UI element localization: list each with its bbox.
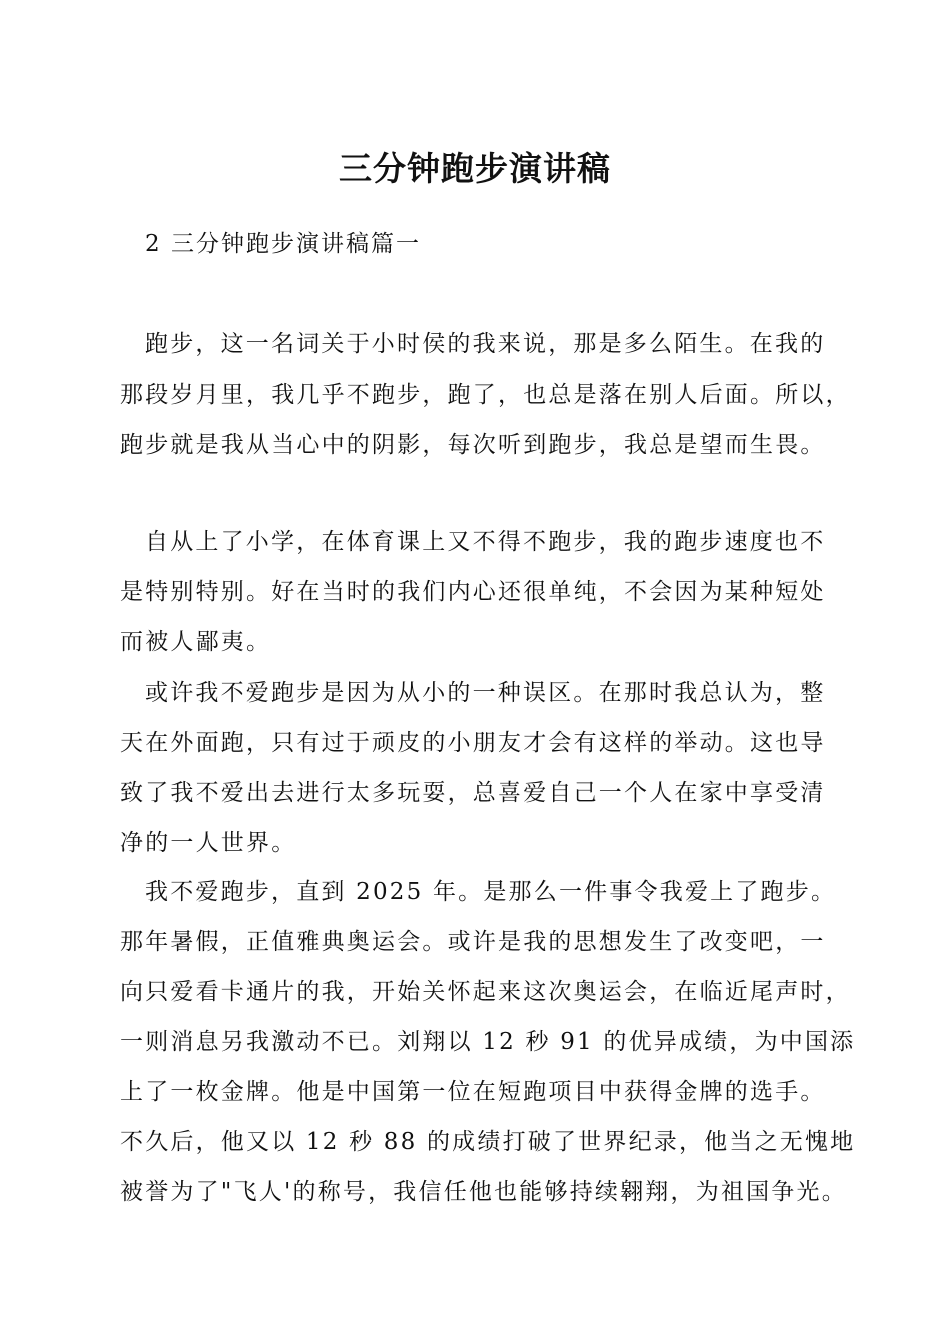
document-subtitle: 2 三分钟跑步演讲稿篇一	[145, 231, 421, 257]
paragraph-line: 被誉为了"飞人'的称号，我信任他也能够持续翱翔，为祖国争光。	[120, 1179, 847, 1205]
paragraph-line: 致了我不爱出去进行太多玩耍，总喜爱自己一个人在家中享受清	[120, 780, 826, 806]
paragraph-line: 那段岁月里，我几乎不跑步，跑了，也总是落在别人后面。所以，	[120, 382, 851, 408]
paragraph-line: 向只爱看卡通片的我，开始关怀起来这次奥运会，在临近尾声时，	[120, 979, 851, 1005]
paragraph-line: 不久后，他又以 12 秒 88 的成绩打破了世界纪录，他当之无愧地	[120, 1129, 856, 1155]
paragraph-line: 我不爱跑步，直到 2025 年。是那么一件事令我爱上了跑步。	[145, 879, 837, 905]
paragraph-line: 那年暑假，正值雅典奥运会。或许是我的思想发生了改变吧，一	[120, 929, 826, 955]
document-title: 三分钟跑步演讲稿	[339, 149, 611, 188]
paragraph-line: 是特别特别。好在当时的我们内心还很单纯，不会因为某种短处	[120, 579, 826, 605]
paragraph-line: 一则消息另我激动不已。刘翔以 12 秒 91 的优异成绩，为中国添	[120, 1029, 856, 1055]
paragraph-line: 上了一枚金牌。他是中国第一位在短跑项目中获得金牌的选手。	[120, 1079, 826, 1105]
paragraph-line: 而被人鄙夷。	[120, 629, 272, 655]
paragraph-line: 净的一人世界。	[120, 830, 297, 856]
paragraph-line: 自从上了小学，在体育课上又不得不跑步，我的跑步速度也不	[145, 529, 826, 555]
paragraph-line: 跑步就是我从当心中的阴影，每次听到跑步，我总是望而生畏。	[120, 432, 826, 458]
paragraph-line: 跑步，这一名词关于小时侯的我来说，那是多么陌生。在我的	[145, 331, 826, 357]
paragraph-line: 天在外面跑，只有过于顽皮的小朋友才会有这样的举动。这也导	[120, 730, 826, 756]
paragraph-line: 或许我不爱跑步是因为从小的一种误区。在那时我总认为，整	[145, 680, 826, 706]
